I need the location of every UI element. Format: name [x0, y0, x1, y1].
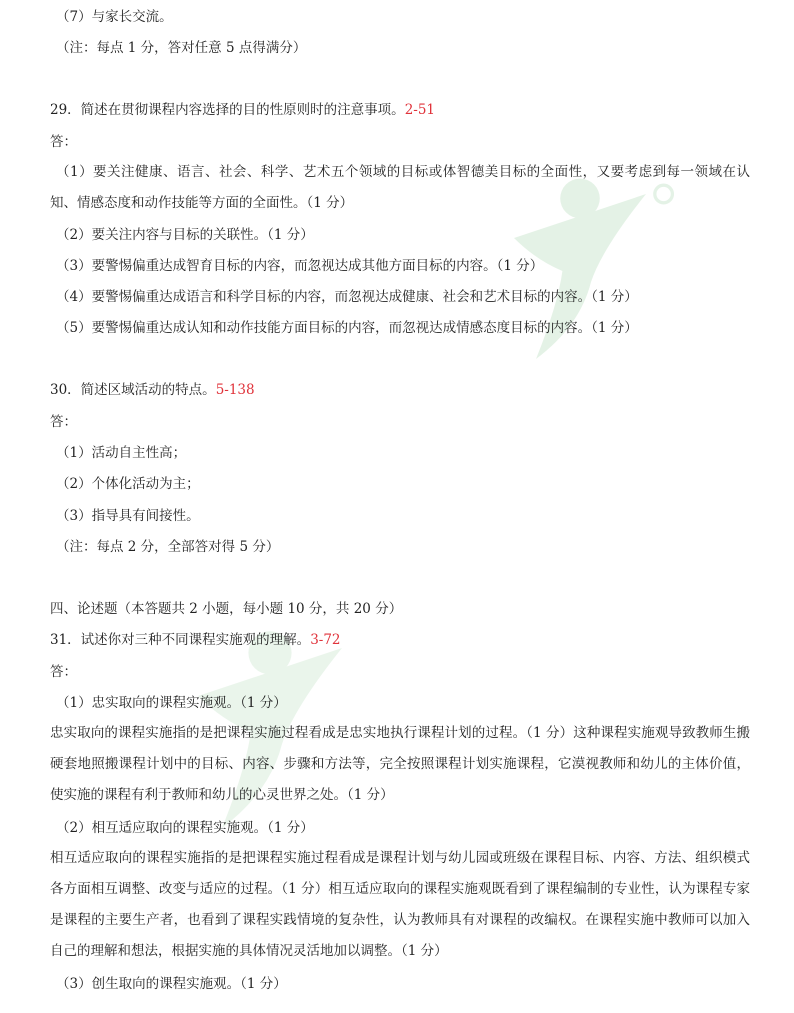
q30-title	[50, 380, 255, 400]
q29-title	[50, 100, 435, 120]
q30-item-3: （3）指导具有间接性。	[56, 508, 200, 524]
q30-score-note: （注：每点 2 分，全部答对得 5 分）	[56, 539, 280, 555]
q31-title	[50, 630, 341, 650]
q31-sub1-body: 忠实取向的课程实施指的是把课程实施过程看成是忠实地执行课程计划的过程。（1 分）这种课程实施观导致教师生搬硬套地照搬课程计划中的目标、内容、步骤和方法等，完全按照课程计划实施课程，它漠视教师和幼儿的主体价值，使实施的课程有利于教师和幼儿的心灵世界之处。（1 分）	[50, 725, 750, 803]
q31-sub2-title: （2）相互适应取向的课程实施观。（1 分）	[56, 820, 314, 836]
q30-item-2: （2）个体化活动为主；	[56, 476, 200, 492]
q30-title-text: 30．简述区域活动的特点。	[50, 382, 216, 398]
q30-answer-label: 答：	[50, 414, 77, 430]
q29-title-text: 29．简述在贯彻课程内容选择的目的性原则时的注意事项。	[50, 102, 405, 118]
q29-page-ref: 2-51	[404, 102, 436, 118]
q29-item-2: （2）要关注内容与目标的关联性。（1 分）	[56, 227, 314, 243]
q29-answer-label: 答：	[50, 134, 77, 150]
section-4-heading: 四、论述题（本答题共 2 小题，每小题 10 分，共 20 分）	[50, 601, 403, 617]
q31-answer-label: 答：	[50, 664, 77, 680]
q28-item-7: （7）与家长交流。	[56, 9, 173, 25]
q31-page-ref: 3-72	[310, 632, 341, 648]
q31-sub3-title: （3）创生取向的课程实施观。（1 分）	[56, 976, 287, 992]
q31-sub1-title: （1）忠实取向的课程实施观。（1 分）	[56, 695, 287, 711]
q31-title-text: 31．试述你对三种不同课程实施观的理解。	[50, 632, 311, 648]
q30-item-1: （1）活动自主性高；	[56, 445, 187, 461]
q29-item-4: （4）要警惕偏重达成语言和科学目标的内容，而忽视达成健康、社会和艺术目标的内容。（1 分）	[56, 289, 638, 305]
q30-page-ref: 5-138	[215, 382, 255, 398]
q31-sub2-body: 相互适应取向的课程实施指的是把课程实施过程看成是课程计划与幼儿园或班级在课程目标、内容、方法、组织模式各方面相互调整、改变与适应的过程。（1 分）相互适应取向的课程实施观既看到了课程编制的专业性，认为课程专家是课程的主要生产者，也看到了课程实践情境的复杂性，认为教师具有对课程的改编权。在课程实施中教师可以加入自己的理解和想法，根据实施的具体情况灵活地加以调整。（1 分）	[50, 850, 750, 959]
q29-item-3: （3）要警惕偏重达成智育目标的内容，而忽视达成其他方面目标的内容。（1 分）	[56, 258, 544, 274]
q28-score-note: （注：每点 1 分，答对任意 5 点得满分）	[56, 40, 307, 56]
q29-item-5: （5）要警惕偏重达成认知和动作技能方面目标的内容，而忽视达成情感态度目标的内容。（1 分）	[56, 320, 638, 336]
q29-item-1: （1）要关注健康、语言、社会、科学、艺术五个领域的目标或体智德美目标的全面性，又要考虑到每一领域在认知、情感态度和动作技能等方面的全面性。（1 分）	[50, 164, 750, 211]
